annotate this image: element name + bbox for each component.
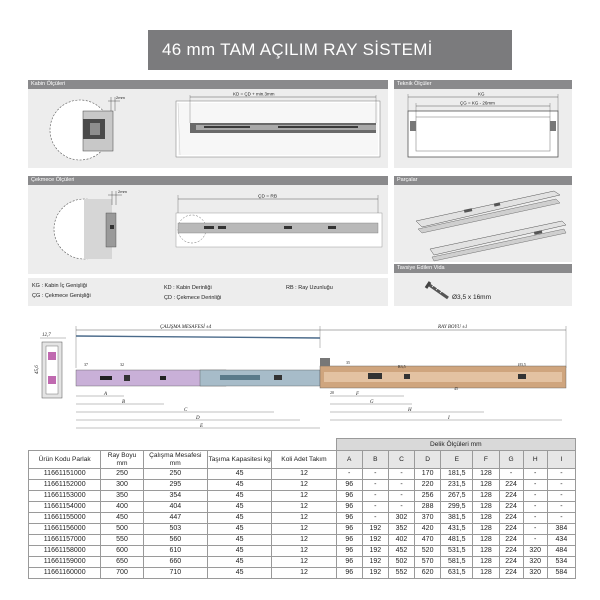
table-row: [29, 513, 576, 524]
table-cell: -: [388, 502, 414, 513]
table-cell: 96: [336, 557, 362, 568]
table-cell: 250: [143, 469, 207, 480]
table-cell: 12: [272, 469, 336, 480]
teknik-drawing: [394, 89, 572, 168]
table-cell: 320: [523, 546, 547, 557]
table-cell: 96: [336, 535, 362, 546]
table-cell: 45: [207, 557, 271, 568]
table-cell: 710: [143, 568, 207, 579]
table-cell: 402: [388, 535, 414, 546]
table-cell: -: [523, 502, 547, 513]
table-cell: 560: [143, 535, 207, 546]
table-cell: 650: [101, 557, 143, 568]
col-header: F: [473, 451, 499, 469]
table-cell: 250: [101, 469, 143, 480]
table-cell: 400: [101, 502, 143, 513]
table-cell: -: [336, 469, 362, 480]
table-cell: -: [362, 491, 388, 502]
table-cell: 350: [101, 491, 143, 502]
col-header: Taşıma Kapasitesi kg: [207, 451, 271, 469]
table-header-row-2: [29, 451, 576, 469]
table-cell: 12: [272, 568, 336, 579]
spec-table: [28, 438, 576, 579]
table-cell: 534: [547, 557, 575, 568]
dim-r35: R3,5: [398, 364, 406, 369]
table-cell: -: [547, 469, 575, 480]
table-cell: -: [523, 480, 547, 491]
table-cell: 12: [272, 480, 336, 491]
dim-37: 37: [84, 362, 88, 367]
col-header: G: [499, 451, 523, 469]
legend-kg: KG : Kabin İç Genişliği: [32, 283, 88, 289]
table-cell: -: [523, 491, 547, 502]
table-cell: 484: [547, 546, 575, 557]
table-cell: 520: [415, 546, 441, 557]
table-cell: 96: [336, 568, 362, 579]
table-cell: 550: [101, 535, 143, 546]
table-cell: 12: [272, 513, 336, 524]
col-header: C: [388, 451, 414, 469]
parcalar-panel-title: Parçalar: [394, 176, 572, 185]
dim-h: H: [408, 408, 412, 413]
table-cell: 12: [272, 491, 336, 502]
table-cell: 128: [473, 469, 499, 480]
table-cell: 224: [499, 524, 523, 535]
table-cell: 420: [415, 524, 441, 535]
parcalar-drawing: [394, 185, 572, 262]
table-cell: -: [362, 469, 388, 480]
table-cell: 11661155000: [29, 513, 101, 524]
table-cell: 224: [499, 557, 523, 568]
table-cell: 267,5: [441, 491, 473, 502]
table-cell: -: [523, 469, 547, 480]
table-cell: 128: [473, 557, 499, 568]
table-cell: 404: [143, 502, 207, 513]
table-cell: 192: [362, 535, 388, 546]
teknik-panel: [394, 80, 572, 168]
table-cell: 128: [473, 524, 499, 535]
col-header: B: [362, 451, 388, 469]
table-cell: 256: [415, 491, 441, 502]
table-cell: 300: [101, 480, 143, 491]
table-cell: 231,5: [441, 480, 473, 491]
table-cell: 452: [388, 546, 414, 557]
kabin-panel-title: Kabin Ölçüleri: [28, 80, 388, 89]
col-header: Çalışma Mesafesi mm: [143, 451, 207, 469]
table-cell: -: [362, 480, 388, 491]
dim-i: I: [448, 416, 450, 421]
table-cell: -: [547, 491, 575, 502]
col-header: D: [415, 451, 441, 469]
table-cell: 581,5: [441, 557, 473, 568]
table-cell: -: [362, 502, 388, 513]
table-cell: -: [547, 502, 575, 513]
table-cell: 352: [388, 524, 414, 535]
table-cell: 11661152000: [29, 480, 101, 491]
cekmece-panel: [28, 176, 388, 274]
table-cell: 192: [362, 557, 388, 568]
table-cell: 96: [336, 502, 362, 513]
cekmece-formula-label: ÇD = RB: [258, 194, 278, 200]
table-cell: 299,5: [441, 502, 473, 513]
calisma-label: ÇALIŞMA MESAFESİ ±4: [160, 325, 212, 330]
table-row: [29, 491, 576, 502]
screw-size: Ø3,5 x 16mm: [452, 294, 492, 301]
dim-35: 35: [346, 360, 350, 365]
table-cell: 45: [207, 480, 271, 491]
table-cell: 96: [336, 513, 362, 524]
legend-cg: ÇG : Çekmece Genişliği: [32, 293, 91, 299]
table-cell: -: [523, 524, 547, 535]
dim-g: G: [370, 400, 374, 405]
teknik-formula-label: ÇG = KG - 26mm: [460, 100, 495, 106]
table-header-row-1: [29, 439, 576, 451]
table-cell: 128: [473, 502, 499, 513]
parcalar-panel: [394, 176, 572, 262]
legend-rb: RB : Ray Uzunluğu: [286, 285, 333, 291]
table-cell: 11661151000: [29, 469, 101, 480]
kabin-drawing: [28, 89, 388, 168]
table-cell: 631,5: [441, 568, 473, 579]
dim-f: F: [356, 392, 360, 397]
dim-d: D: [196, 416, 200, 421]
table-cell: 224: [499, 513, 523, 524]
table-cell: 620: [415, 568, 441, 579]
table-cell: 481,5: [441, 535, 473, 546]
screw-icon: [424, 278, 454, 304]
delik-header: Delik Ölçüleri mm: [336, 439, 575, 451]
table-cell: 12: [272, 546, 336, 557]
dim-a: A: [104, 392, 108, 397]
table-cell: 128: [473, 535, 499, 546]
table-cell: 96: [336, 524, 362, 535]
title-banner: [148, 30, 512, 70]
table-row: [29, 469, 576, 480]
table-cell: -: [547, 513, 575, 524]
col-header: H: [523, 451, 547, 469]
height-label: 45,6: [35, 365, 40, 374]
kabin-2mm-label: 2mm: [116, 95, 125, 100]
table-cell: 128: [473, 491, 499, 502]
table-cell: 11661158000: [29, 546, 101, 557]
table-cell: 224: [499, 480, 523, 491]
table-row: [29, 502, 576, 513]
table-cell: 370: [415, 513, 441, 524]
col-header: I: [547, 451, 575, 469]
teknik-panel-title: Teknik Ölçüler: [394, 80, 572, 89]
table-cell: 600: [101, 546, 143, 557]
dim-e: E: [200, 424, 204, 429]
table-cell: 45: [207, 491, 271, 502]
table-cell: -: [523, 535, 547, 546]
col-header: Ray Boyu mm: [101, 451, 143, 469]
table-cell: 224: [499, 568, 523, 579]
table-cell: 224: [499, 535, 523, 546]
table-cell: 45: [207, 513, 271, 524]
table-cell: 128: [473, 480, 499, 491]
col-header: A: [336, 451, 362, 469]
table-cell: 128: [473, 568, 499, 579]
table-cell: 220: [415, 480, 441, 491]
table-cell: 552: [388, 568, 414, 579]
table-cell: 45: [207, 524, 271, 535]
dim-c: C: [184, 408, 188, 413]
table-cell: 531,5: [441, 546, 473, 557]
table-cell: -: [547, 480, 575, 491]
table-cell: 302: [388, 513, 414, 524]
table-cell: 381,5: [441, 513, 473, 524]
table-cell: 45: [207, 469, 271, 480]
table-cell: 224: [499, 491, 523, 502]
table-cell: 503: [143, 524, 207, 535]
table-cell: 384: [547, 524, 575, 535]
table-row: [29, 546, 576, 557]
table-cell: 470: [415, 535, 441, 546]
table-cell: 11661154000: [29, 502, 101, 513]
table-cell: 192: [362, 568, 388, 579]
table-cell: 11661160000: [29, 568, 101, 579]
table-cell: -: [362, 513, 388, 524]
table-cell: 12: [272, 524, 336, 535]
table-cell: -: [388, 491, 414, 502]
vida-panel-title: Tavsiye Edilen Vida: [394, 264, 572, 273]
table-cell: -: [523, 513, 547, 524]
table-cell: 96: [336, 546, 362, 557]
table-row: [29, 480, 576, 491]
table-cell: 224: [499, 546, 523, 557]
table-cell: 12: [272, 557, 336, 568]
legend-panel: [28, 278, 388, 306]
table-cell: 12: [272, 502, 336, 513]
table-cell: 45: [207, 502, 271, 513]
width-label: 12,7: [42, 333, 51, 338]
table-cell: 320: [523, 557, 547, 568]
table-cell: 12: [272, 535, 336, 546]
table-cell: -: [388, 469, 414, 480]
col-header: Koli Adet Takım: [272, 451, 336, 469]
table-row: [29, 524, 576, 535]
cekmece-panel-title: Çekmece Ölçüleri: [28, 176, 388, 185]
table-cell: -: [388, 480, 414, 491]
table-cell: 700: [101, 568, 143, 579]
table-cell: 450: [101, 513, 143, 524]
table-cell: 170: [415, 469, 441, 480]
table-cell: 11661157000: [29, 535, 101, 546]
legend-kd: KD : Kabin Derinliği: [164, 285, 212, 291]
table-cell: 45: [207, 546, 271, 557]
cekmece-2mm-label: 2mm: [118, 189, 127, 194]
table-cell: 96: [336, 480, 362, 491]
table-cell: 224: [499, 502, 523, 513]
table-cell: 502: [388, 557, 414, 568]
table-cell: 610: [143, 546, 207, 557]
table-row: [29, 535, 576, 546]
table-cell: 45: [207, 535, 271, 546]
table-cell: 295: [143, 480, 207, 491]
table-cell: 11661153000: [29, 491, 101, 502]
dim-b: B: [122, 400, 126, 405]
table-cell: -: [499, 469, 523, 480]
table-cell: 500: [101, 524, 143, 535]
table-row: [29, 557, 576, 568]
dim-32: 32: [120, 362, 124, 367]
col-header: E: [441, 451, 473, 469]
page-title: 46 mm TAM AÇILIM RAY SİSTEMİ: [162, 40, 433, 59]
table-cell: 192: [362, 546, 388, 557]
table-cell: 11661159000: [29, 557, 101, 568]
legend-cd: ÇD : Çekmece Derinliği: [164, 295, 222, 301]
col-header: Ürün Kodu Parlak: [29, 451, 101, 469]
table-cell: 128: [473, 513, 499, 524]
table-cell: 192: [362, 524, 388, 535]
table-row: [29, 568, 576, 579]
rail-technical-drawing: [24, 318, 576, 436]
vida-panel: [394, 264, 572, 306]
dim-o35: Ø3,5: [518, 362, 526, 367]
table-cell: 584: [547, 568, 575, 579]
table-cell: 11661156000: [29, 524, 101, 535]
table-cell: 96: [336, 491, 362, 502]
teknik-kg-label: KG: [478, 91, 485, 97]
kabin-panel: [28, 80, 388, 168]
kabin-formula-label: KD = ÇD + min.3mm: [233, 91, 275, 97]
table-cell: 320: [523, 568, 547, 579]
table-cell: 354: [143, 491, 207, 502]
rayboyu-label: RAY BOYU ±1: [438, 325, 468, 330]
dim-45: 45: [454, 386, 458, 391]
table-cell: 45: [207, 568, 271, 579]
table-cell: 431,5: [441, 524, 473, 535]
cekmece-drawing: [28, 185, 388, 274]
table-cell: 128: [473, 546, 499, 557]
table-cell: 181,5: [441, 469, 473, 480]
table-cell: 434: [547, 535, 575, 546]
dim-20: 20: [330, 390, 334, 395]
table-cell: 288: [415, 502, 441, 513]
table-cell: 447: [143, 513, 207, 524]
table-cell: 570: [415, 557, 441, 568]
table-cell: 660: [143, 557, 207, 568]
